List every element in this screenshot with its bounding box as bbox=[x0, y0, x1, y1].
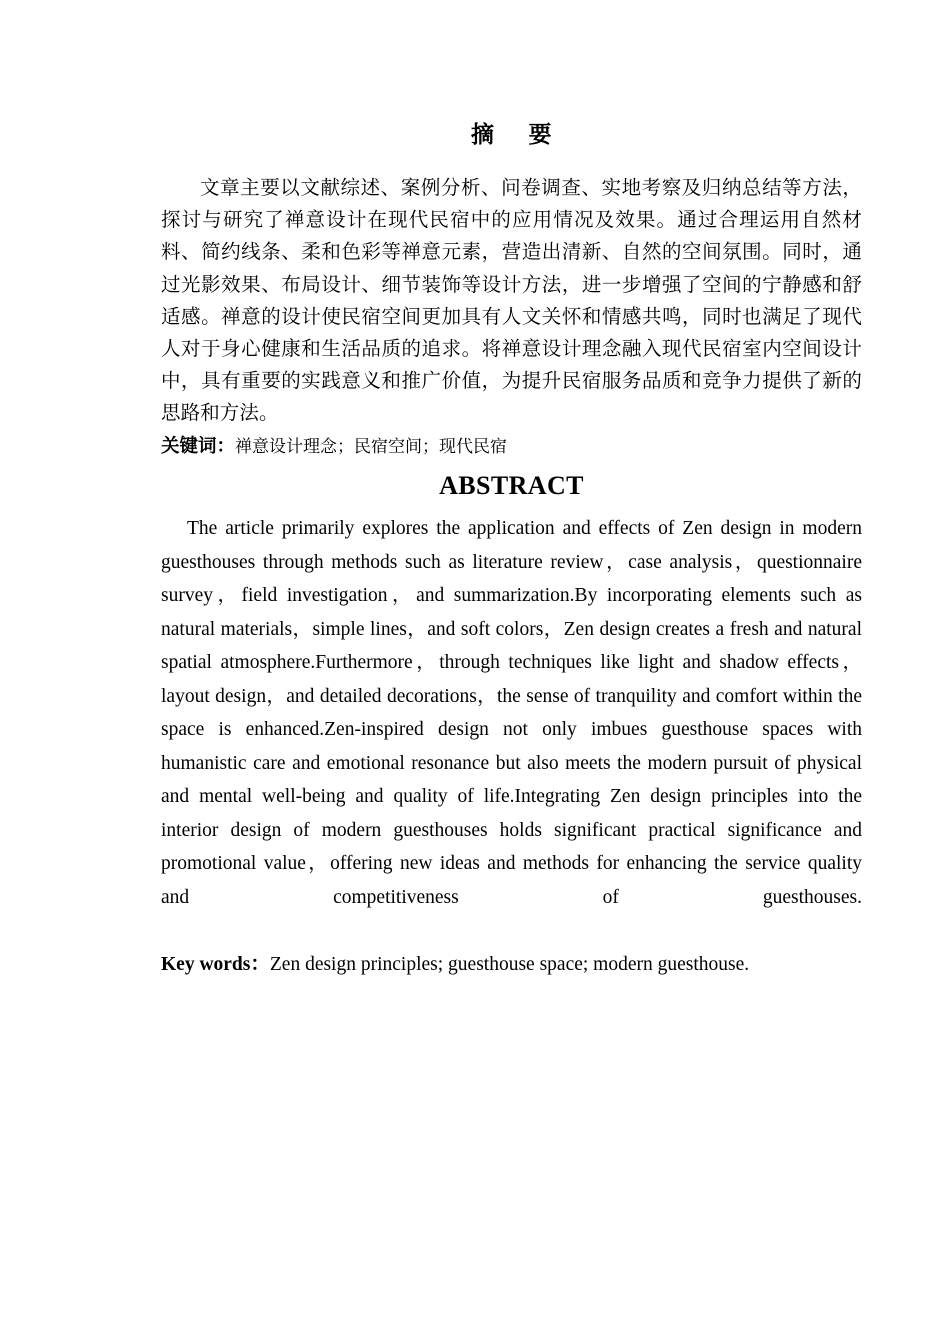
english-keywords-value: Zen design principles; guesthouse space; modern guesthouse. bbox=[269, 954, 750, 975]
english-abstract-title: ABSTRACT bbox=[439, 471, 584, 500]
english-keywords-label: Key words： bbox=[161, 954, 270, 975]
chinese-keywords-label: 关键词： bbox=[161, 436, 236, 457]
chinese-abstract-body: 文章主要以文献综述、案例分析、问卷调查、实地考察及归纳总结等方法，探讨与研究了禅意设计在现代民宿中的应用情况及效果。通过合理运用自然材料、简约线条、柔和色彩等禅意元素，营造出清新、自然的空间氛围。同时，通过光影效果、布局设计、细节装饰等设计方法，进一步增强了空间的宁静感和舒适感。禅意的设计使民宿空间更加具有人文关怀和情感共鸣，同时也满足了现代人对于身心健康和生活品质的追求。将禅意设计理念融入现代民宿室内空间设计中，具有重要的实践意义和推广价值，为提升民宿服务品质和竞争力提供了新的思路和方法。 bbox=[161, 176, 862, 425]
chinese-keywords-value: 禅意设计理念；民宿空间；现代民宿 bbox=[235, 437, 508, 457]
english-keywords-line bbox=[161, 950, 862, 980]
chinese-keywords-line bbox=[161, 433, 862, 461]
chinese-abstract-title: 摘 要 bbox=[470, 122, 553, 148]
english-abstract-body: The article primarily explores the application and effects of Zen design in modern guesthouses through methods such as literature review，case analysis，questionnaire survey，field investigation，and summarization.By incorporating elements such as natural materials，simple lines，and soft colors，Zen design creates a fresh and natural spatial atmosphere.Furthermore，through techniques like light and shadow effects，layout design，and detailed decorations，the sense of tranquility and comfort within the space is enhanced.Zen-inspired design not only imbues guesthouse spaces with humanistic care and emotional resonance but also meets the modern pursuit of physical and mental well-being and quality of life.Integrating Zen design principles into the interior design of modern guesthouses holds significant practical significance and promotional value，offering new ideas and methods for enhancing the service quality and competitiveness of guesthouses. bbox=[161, 518, 862, 908]
